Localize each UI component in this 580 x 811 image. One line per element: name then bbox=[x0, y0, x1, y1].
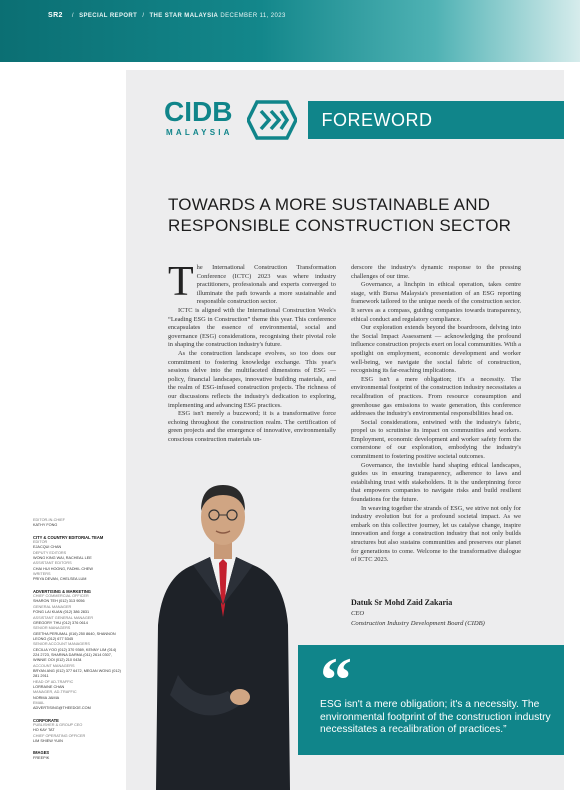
masthead-name: GEETHA PERUMAL (016) 250 8640, SHANNON LEONG (012) 677 5345 bbox=[33, 631, 116, 641]
paragraph: The International Construction Transformation Conference (ICTC) 2023 was where industry practitioners, professionals and experts converged to illuminate the path towards a more sustainable and responsible construction sector. bbox=[168, 259, 336, 306]
paragraph: ESG isn't a mere obligation; it's a necessity. The environmental footprint of the construction industry necessitates a recalibration of practices. From resource consumption and greenhouse gas emissions to waste generation, this conference addresses the industry's environmental responsibilities head on. bbox=[351, 375, 521, 418]
masthead-role: ACCOUNT MANAGERS bbox=[33, 663, 75, 668]
masthead-role: SENIOR ACCOUNT MANAGERS bbox=[33, 642, 90, 647]
masthead-role: WRITERS bbox=[33, 572, 51, 577]
masthead-heading: CORPORATE bbox=[33, 717, 59, 723]
masthead-role: ASSISTANT EDITORS bbox=[33, 561, 72, 566]
drop-cap: T bbox=[168, 259, 194, 305]
masthead-role: GENERAL MANAGER bbox=[33, 604, 72, 609]
masthead-name: LIM SHIEW YUIN bbox=[33, 739, 63, 744]
signatory-role: CEO bbox=[351, 610, 365, 617]
paragraph: Governance, a linchpin in ethical operation, takes centre stage, with Bursa Malaysia's presentation of an ESG reporting framework tailored to the unique needs of the construction sector. It serves as a compass, guiding companies towards transparency, ethical conduct and regulatory compliance. bbox=[351, 281, 521, 323]
masthead-role: ASSISTANT GENERAL MANAGER bbox=[33, 615, 94, 620]
signatory-organisation: Construction Industry Development Board (CIDB) bbox=[351, 620, 485, 627]
masthead-role: EDITOR-IN-CHIEF bbox=[33, 518, 65, 522]
pullquote-text: ESG isn't a mere obligation; it's a necessity. The environmental footprint of the construction industry necessitates a recalibration of practices.” bbox=[320, 699, 551, 736]
article-column-1 bbox=[168, 259, 336, 444]
page-header: SR2 / SPECIAL REPORT / THE STAR MALAYSIA DECEMBER 11, 2023 bbox=[48, 12, 286, 19]
quote-mark-icon: “ bbox=[320, 644, 352, 715]
masthead-role: EDITOR bbox=[33, 540, 48, 545]
top-band bbox=[0, 0, 580, 62]
masthead-name: NORMA JAMIA bbox=[33, 695, 60, 700]
masthead-name: WONG KING WAI, RACHEAL LEE bbox=[33, 556, 92, 561]
logo-wordmark: CIDB bbox=[164, 96, 233, 127]
paragraph: Our exploration extends beyond the boardroom, delving into the Social Impact Assessment — acknowledging the profound influence construction projects exert on local communities. With a spotlight on employment, economic development and worker well-being, we navigate the social fabric of construction, recognising its far-reaching implications. bbox=[351, 324, 521, 375]
masthead-role: PUBLISHER & GROUP CEO bbox=[33, 723, 83, 728]
paragraph: Governance, the invisible hand shaping ethical landscapes, guides us in ensuring transparency, adherence to laws and establishing trust with stakeholders. It is the underpinning force that empowers companies to navigate risks and build resilient foundations for the future. bbox=[351, 461, 521, 504]
masthead-name: EJACQUI CHAN bbox=[33, 545, 62, 550]
issue-date: DECEMBER 11, 2023 bbox=[220, 13, 286, 19]
masthead-heading: IMAGES bbox=[33, 750, 50, 756]
logo-country: MALAYSIA bbox=[166, 128, 233, 137]
masthead-name: KATHY FONG bbox=[33, 523, 58, 528]
masthead-role: DEPUTY EDITORS bbox=[33, 550, 67, 555]
masthead-name: PRIYA DEVAN, CHELSEA LUM bbox=[33, 577, 87, 582]
masthead bbox=[33, 518, 123, 761]
paragraph: As the construction landscape evolves, so too does our commitment to fostering knowledge exchange. This year's sessions delve into the multifaceted dimensions of ESG — policy, financial landscapes, innovative building materials, and the realm of ESG-infused construction projects. The richness of our discussions reflects the industry's dedication to exploring, implementing and advancing ESG practices. bbox=[168, 349, 336, 409]
signatory-name: Datuk Sr Mohd Zaid Zakaria bbox=[351, 598, 453, 607]
paragraph: derscore the industry's dynamic response to the pressing challenges of our time. bbox=[351, 264, 521, 280]
cidb-hexagon-icon bbox=[247, 100, 297, 140]
masthead-heading: ADVERTISING & MARKETING bbox=[33, 588, 91, 594]
masthead-name: GREGORY THU (012) 376 0614 bbox=[33, 620, 88, 625]
masthead-name: SHARON TEH (012) 313 9056 bbox=[33, 599, 85, 604]
section-label: FOREWORD bbox=[321, 110, 433, 130]
masthead-name: ADVERTISING@THEEDGE.COM bbox=[33, 706, 91, 711]
paragraph: Social considerations, entwined with the industry's fabric, propel us to scrutinise its impact on communities and workers. Employment, economic development and worker safety form the cornerstone of our exploration, embodying the industry's commitment to fostering positive societal outcomes. bbox=[351, 418, 521, 461]
page-number: SR2 bbox=[48, 12, 63, 19]
masthead-role: SENIOR MANAGERS bbox=[33, 626, 71, 631]
publication-name: THE STAR MALAYSIA bbox=[149, 13, 219, 19]
paragraph: ICTC is aligned with the International Construction Week's “Leading ESG in Construction” theme this year. This conference encapsulates the essence of environmental, social and governance (ESG) considerations, recognising their pivotal role in shaping the construction industry's future. bbox=[168, 306, 336, 349]
masthead-heading: CITY & COUNTRY EDITORIAL TEAM bbox=[33, 534, 104, 540]
masthead-role: MANAGER, AD-TRAFFIC bbox=[33, 690, 77, 695]
article-headline: TOWARDS A MORE SUSTAINABLE AND RESPONSIBLE CONSTRUCTION SECTOR bbox=[168, 195, 512, 235]
masthead-name: FONG LAI KUAN (012) 386 2831 bbox=[33, 610, 90, 615]
masthead-role: CHIEF OPERATING OFFICER bbox=[33, 733, 86, 738]
masthead-name: LORRAINE CHAN bbox=[33, 684, 65, 689]
masthead-name: CECILIA YOO (012) 370 9369, KENNY LIM (014) 224 2723, SHARINA DARMA (011) 2614 0307, WINNIE OOI (012) 210 0434 bbox=[33, 647, 117, 663]
masthead-role: HEAD OF AD-TRAFFIC bbox=[33, 679, 74, 684]
masthead-name: HO KAY TAT bbox=[33, 728, 55, 733]
foreword-banner bbox=[308, 101, 446, 139]
foreword-banner-extension bbox=[446, 101, 564, 139]
article-column-2 bbox=[351, 264, 521, 565]
masthead-role: EMAIL bbox=[33, 701, 45, 705]
paragraph: In weaving together the strands of ESG, we strive not only for industry evolution but for a profound societal impact. As we embark on this collective journey, let us catalyse change, inspire innovation and forge a construction industry that not only builds structures but also sustains communities and preserves our planet for generations to come. Welcome to the transformative dialogue of ICTC 2023. bbox=[351, 504, 521, 564]
ceo-portrait bbox=[148, 455, 298, 790]
masthead-name: BRYAN ANG (012) 377 6472, MEGAN WONG (012) 281 2911 bbox=[33, 668, 121, 679]
paragraph: ESG isn't merely a buzzword; it is a transformative force echoing throughout the construction realm. The certification of green projects and the emergence of innovative, environmentally conscious construction materials un- bbox=[168, 410, 336, 443]
section-name: SPECIAL REPORT bbox=[79, 13, 138, 19]
masthead-role: CHIEF COMMERCIAL OFFICER bbox=[33, 594, 89, 599]
masthead-name: CHAI HUI HOONG, FADHIL CHEW bbox=[33, 566, 93, 571]
masthead-name: FREEPIK bbox=[33, 755, 50, 760]
